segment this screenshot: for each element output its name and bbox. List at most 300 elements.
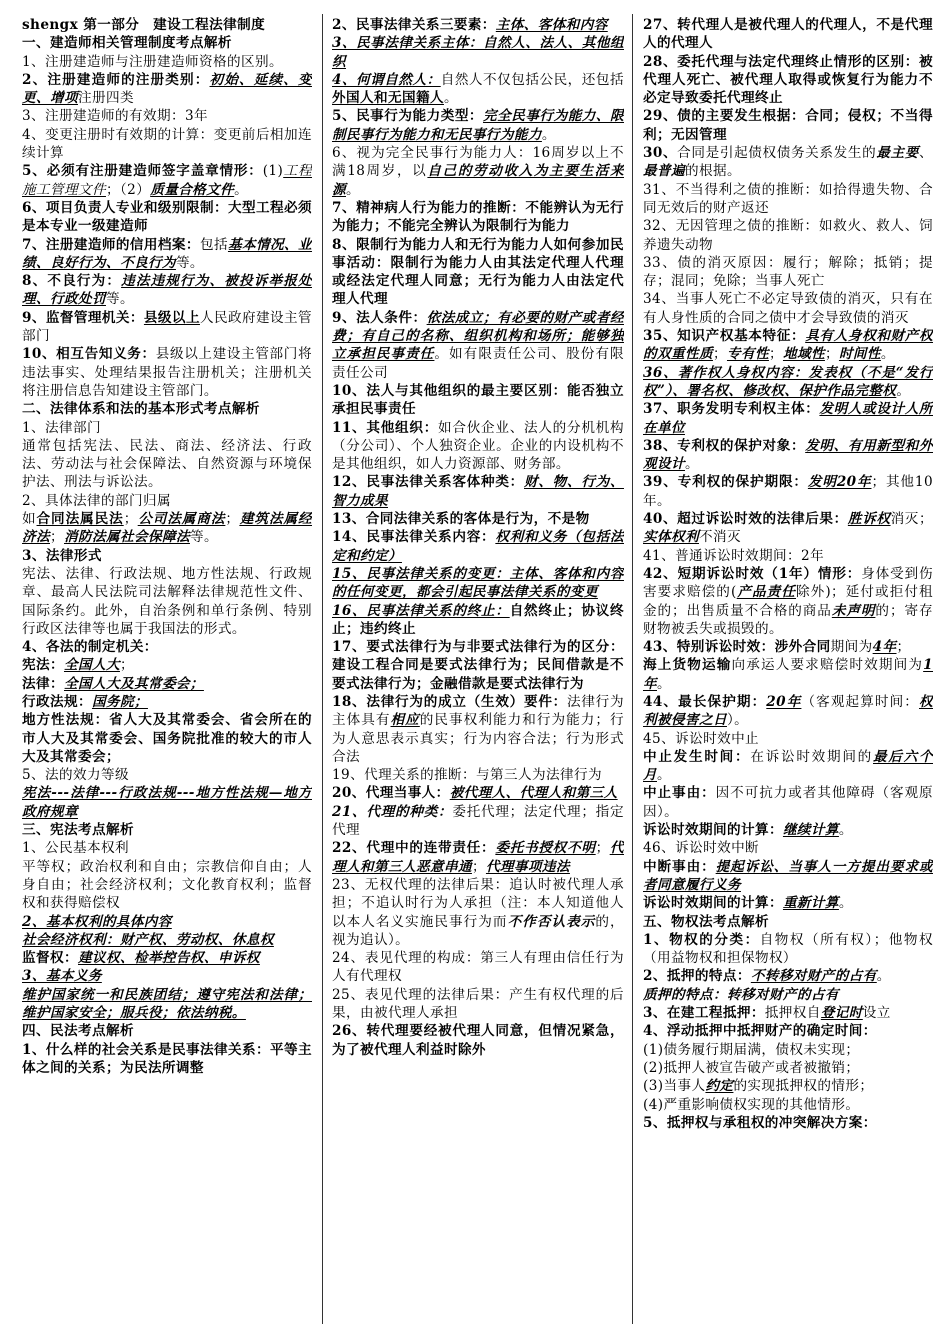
text-run: (1): [262, 163, 284, 180]
text-run: 最主要: [876, 145, 919, 162]
text-run: 委托书授权不明: [495, 840, 596, 857]
text-run: 2、具体法律的部门归属: [22, 492, 171, 509]
text-run: 完全民事行为能力、限制民事行为能力和无民事行为能力: [332, 108, 624, 143]
text-run: 4、浮动抵押中抵押财产的确定时间：: [643, 1023, 877, 1040]
text-run: 基本情况、业绩、良好行为、不良行为: [22, 236, 312, 271]
text-run: 宪法、法律、行政法规、地方性法规、行政规章、最高人民法院司法解释法律规范性文件、国际条约。此外，自治条例和单行条例、特别行政区法律等也属于我国法的形式。: [22, 565, 312, 637]
text-run: 7、注册建造师的信用档案：: [22, 236, 200, 253]
text-run: 继续计算: [782, 822, 839, 839]
text-run: 宪法：: [22, 657, 64, 674]
text-paragraph: [643, 181, 933, 218]
text-paragraph: [332, 638, 624, 693]
text-paragraph: [332, 34, 624, 71]
text-run: 2、抵押的特点：: [643, 968, 751, 985]
text-paragraph: [643, 821, 933, 839]
text-run: 26、转代理要经被代理人同意，但情况紧急，为了被代理人利益时除外: [332, 1023, 624, 1058]
text-run: 提起诉讼、当事人一方提出要求或者同意履行义务: [643, 858, 933, 893]
text-run: 最普遍: [643, 163, 685, 180]
text-run: 建筑法属经济法: [22, 511, 312, 546]
text-run: 监督权：: [22, 950, 78, 967]
text-run: 10、相互告知义务：: [22, 346, 156, 363]
text-run: 。: [896, 382, 911, 399]
text-run: 18、法律行为的成立（生效）要件：: [332, 693, 568, 710]
text-run: 。如有限责任公司、股份有限责任公司: [332, 346, 624, 381]
text-run: 30、: [643, 145, 678, 162]
text-run: 如: [22, 511, 37, 528]
text-run: 3、注册建造师的有效期：3年: [22, 108, 209, 125]
text-paragraph: [22, 967, 312, 985]
text-run: 10、法人与其他组织的最主要区别：能否独立承担民事责任: [332, 382, 624, 418]
text-run: 初始、延续、变更、增项: [22, 71, 312, 107]
text-run: 13、合同法律关系的客体是行为，不是物: [332, 511, 590, 528]
text-run: ；: [595, 840, 610, 857]
text-run: 43、特别诉讼时效：涉外合同: [643, 639, 831, 656]
text-run: 胜诉权: [847, 511, 891, 528]
text-run: 17、要式法律行为与非要式法律行为的区分：建设工程合同是要式法律行为；民间借款是不要式法律行为；金融借款是要式法律行为: [332, 639, 624, 692]
text-run: 等。: [105, 291, 134, 308]
text-paragraph: [332, 16, 624, 34]
text-paragraph: [643, 931, 933, 968]
text-run: 外国人和无国籍人: [332, 90, 444, 107]
text-run: 登记时: [820, 1005, 863, 1022]
text-run: 的实现抵押权的情形；: [733, 1078, 874, 1095]
text-run: 县级以上: [143, 309, 200, 326]
text-run: 全国人大: [63, 657, 120, 674]
text-paragraph: [22, 784, 312, 821]
text-run: 2、民事法律关系三要素：: [332, 17, 496, 33]
text-run: 1年: [643, 657, 933, 692]
text-run: 主体、客体和内容: [495, 17, 608, 33]
text-paragraph: [332, 199, 624, 236]
text-paragraph: [643, 1096, 933, 1114]
text-paragraph: [22, 309, 312, 346]
text-paragraph: [332, 71, 624, 108]
text-paragraph: [22, 437, 312, 492]
text-paragraph: [332, 236, 624, 309]
text-paragraph: [22, 199, 312, 236]
text-paragraph: [22, 913, 312, 931]
text-run: 4年: [872, 639, 897, 656]
text-run: 发明、有用新型和外观设计: [643, 437, 933, 473]
text-paragraph: [643, 839, 933, 857]
text-paragraph: [643, 693, 933, 730]
text-paragraph: [332, 309, 624, 382]
text-run: 的民事权利能力和行为能力；行为人意思表示真实；行为内容合法；行为形式合法: [332, 712, 624, 765]
text-run: 专有性: [726, 346, 769, 363]
text-run: 29、债的主要发生根据：合同；侵权；不当得利；无因管理: [643, 108, 933, 143]
text-run: 在诉讼时效期间的: [750, 748, 873, 765]
text-paragraph: [332, 803, 624, 840]
text-run: 合同法属民法: [36, 511, 124, 528]
text-run: 6、项目负责人专业和级别限制：大型工程必须是本专业一级建造师: [22, 199, 312, 235]
text-run: 。: [443, 90, 458, 107]
text-run: 中止事由：: [643, 785, 716, 802]
text-run: 45、诉讼时效中止: [643, 730, 760, 747]
text-paragraph: [643, 437, 933, 474]
text-paragraph: [643, 254, 933, 291]
text-run: 35、知识产权基本特征：: [643, 328, 806, 345]
text-run: 32、无因管理之债的推断：如救火、救人、饲养遗失动物: [643, 218, 933, 253]
text-paragraph: [643, 858, 933, 895]
text-run: 海上货物运输: [643, 657, 732, 674]
text-run: 法律：: [22, 675, 64, 692]
text-run: 。: [657, 767, 671, 784]
text-run: 3、在建工程抵押：: [643, 1005, 765, 1022]
text-run: 抵押权自: [764, 1005, 821, 1022]
text-paragraph: [22, 565, 312, 638]
text-run: 自然终止；协议终止；违约终止: [332, 602, 624, 637]
text-run: 5、民事行为能力类型：: [332, 108, 484, 125]
text-run: (3)当事人: [643, 1078, 706, 1095]
text-run: 14、民事法律关系内容：: [332, 529, 496, 546]
text-run: 4、变更注册时有效期的计算：变更前后相加连续计算: [22, 126, 312, 162]
text-run: 相应: [390, 712, 420, 729]
text-paragraph: [22, 162, 312, 199]
text-run: 中止发生时间：: [643, 748, 751, 765]
text-run: 20年: [766, 693, 802, 710]
text-run: 消防法属社会保障法: [64, 529, 190, 546]
text-run: 2、基本权利的具体内容: [22, 913, 172, 930]
text-run: 全国人大及其常委会；: [63, 675, 204, 692]
column-middle: [332, 16, 624, 1336]
text-run: 县级以上建设主管部门将违法事实、处理结果报告注册机关；注册机关将注册信息告知建设主管部门。: [22, 346, 312, 399]
text-paragraph: [22, 858, 312, 913]
text-run: 二、法律体系和法的基本形式考点解析: [22, 401, 260, 418]
text-paragraph: [643, 1041, 933, 1059]
text-run: 5、法的效力等级: [22, 767, 130, 784]
text-run: 。: [880, 346, 895, 363]
text-paragraph: [332, 839, 624, 876]
text-run: 7、精神病人行为能力的推断：不能辨认为无行为能力；不能完全辨认为限制行为能力: [332, 199, 624, 235]
text-run: 15、民事法律关系的变更：主体、客体和内容的任何变更，都会引起民事法律关系的变更: [332, 565, 624, 601]
text-run: shengx 第一部分 建设工程法律制度: [22, 17, 266, 33]
text-paragraph: [332, 949, 624, 986]
text-run: 24、表见代理的构成：第三人有理由信任行为人有代理权: [332, 950, 624, 985]
text-paragraph: [332, 876, 624, 949]
text-run: 自物权（所有权）；他物权（用益物权和担保物权）: [643, 931, 933, 967]
text-run: 社会经济权利：财产权、劳动权、休息权: [22, 931, 274, 948]
text-run: 1、物权的分类：: [643, 931, 760, 948]
text-paragraph: [643, 656, 933, 693]
text-paragraph: [643, 510, 933, 547]
text-run: 。: [234, 181, 249, 198]
text-paragraph: [332, 986, 624, 1023]
text-paragraph: [643, 913, 933, 931]
text-paragraph: [643, 53, 933, 108]
text-paragraph: [22, 547, 312, 565]
text-paragraph: [643, 1022, 933, 1040]
text-paragraph: [22, 34, 312, 52]
text-run: 5、必须有注册建造师签字盖章情形：: [22, 163, 263, 180]
text-paragraph: [22, 931, 312, 949]
text-run: 33、债的消灭原因：履行；解除；抵销；提存；混同；免除；当事人死亡: [643, 254, 933, 290]
text-run: 。: [346, 181, 360, 198]
text-paragraph: [22, 1041, 312, 1078]
text-run: 的，视为追认）。: [332, 913, 624, 948]
text-run: 的根据。: [684, 163, 741, 180]
text-run: 国务院；: [91, 693, 148, 710]
text-paragraph: [643, 327, 933, 364]
text-paragraph: [22, 419, 312, 437]
text-run: 自己的劳动收入为主要生活来源: [332, 163, 624, 198]
text-run: 包括: [199, 236, 228, 253]
text-run: 46、诉讼时效中断: [643, 840, 760, 857]
text-run: 等。: [189, 529, 218, 546]
text-run: ；（2）: [105, 181, 151, 198]
text-paragraph: [332, 510, 624, 528]
text-run: 产品责任: [736, 584, 797, 601]
text-run: 。: [657, 675, 671, 692]
text-run: 1、什么样的社会关系是民事法律关系：平等主体之间的关系；为民法所调整: [22, 1041, 312, 1076]
text-run: 22、代理中的连带责任：: [332, 840, 496, 857]
text-run: 不消灭: [698, 529, 741, 546]
text-run: 。: [876, 968, 891, 985]
text-run: 。: [684, 456, 699, 473]
text-run: (2)抵押人被宣告破产或者被撤销；: [643, 1059, 860, 1076]
text-run: 最后六个月: [643, 748, 933, 784]
text-paragraph: [643, 565, 933, 638]
text-run: ；: [824, 346, 839, 363]
text-run: ；: [712, 346, 727, 363]
text-paragraph: [332, 766, 624, 784]
text-run: 权利被侵害之日: [643, 693, 933, 729]
text-run: ；: [123, 511, 138, 528]
text-paragraph: [332, 1022, 624, 1059]
text-paragraph: [643, 1004, 933, 1022]
text-run: 3、基本义务: [22, 968, 102, 985]
column-left: [22, 16, 312, 1336]
text-run: 。: [838, 895, 853, 912]
text-run: 违法违规行为、被投诉举报处理、行政处罚: [22, 273, 312, 308]
text-run: 人民政府建设主管部门: [22, 309, 312, 345]
text-run: 建议权、检举控告权、申诉权: [77, 950, 260, 967]
text-paragraph: [643, 986, 933, 1004]
text-run: 42、短期诉讼时效（1年）情形：: [643, 565, 862, 582]
text-run: 质押的特点：转移对财产的占有: [643, 986, 839, 1003]
text-run: 39、专利权的保护期限：: [643, 474, 808, 491]
text-run: 四、民法考点解析: [22, 1023, 134, 1040]
text-paragraph: [332, 602, 624, 639]
text-run: 31、不当得利之债的推断：如拾得遗失物、合同无效后的财产返还: [643, 181, 933, 216]
text-run: 代理事项违法: [485, 858, 570, 875]
text-run: 41、普通诉讼时效期间：2年: [643, 547, 825, 564]
text-paragraph: [643, 1059, 933, 1077]
text-run: 依法成立；有必要的财产或者经费；有自己的名称、组织机构和场所；能够独立承担民事责任: [332, 309, 624, 363]
text-run: 工程施工管理文件: [22, 163, 312, 198]
text-paragraph: [643, 730, 933, 748]
text-run: 2、注册建造师的注册类别：: [22, 71, 210, 88]
text-run: ；: [50, 529, 64, 546]
text-run: ；: [225, 511, 240, 528]
text-paragraph: [643, 894, 933, 912]
text-paragraph: [22, 711, 312, 766]
text-paragraph: [22, 510, 312, 547]
text-run: 五、物权法考点解析: [643, 913, 769, 930]
text-run: 财、物、行为、智力成果: [332, 474, 624, 509]
text-run: 44、最长保护期：: [643, 693, 767, 710]
text-paragraph: [643, 473, 933, 510]
text-paragraph: [643, 290, 933, 327]
text-paragraph: [22, 693, 312, 711]
text-paragraph: [332, 565, 624, 602]
text-paragraph: [22, 492, 312, 510]
text-run: 16、民事法律关系的终止：: [332, 602, 510, 619]
text-paragraph: [643, 364, 933, 401]
text-run: 5、抵押权与承租权的冲突解决方案：: [643, 1114, 877, 1131]
text-run: 28、委托代理与法定代理终止情形的区别：被代理人死亡、被代理人取得或恢复行为能力不必定导致委托代理终止: [643, 53, 933, 107]
text-run: (4)严重影响债权实现的其他情形。: [643, 1096, 860, 1113]
text-run: 21、代理的种类：: [332, 803, 453, 820]
text-run: 。: [838, 822, 853, 839]
text-paragraph: [22, 126, 312, 163]
text-run: 权利和义务（包括法定和约定）: [332, 529, 624, 564]
text-run: 宪法---法律---行政法规---地方性法规—地方政府规章: [22, 785, 312, 820]
text-run: ；: [119, 657, 134, 674]
text-paragraph: [22, 107, 312, 125]
text-run: 1、公民基本权利: [22, 840, 130, 857]
text-run: 3、法律形式: [22, 547, 102, 564]
text-paragraph: [22, 53, 312, 71]
text-run: 委托代理；法定代理；指定代理: [332, 803, 624, 839]
text-paragraph: [332, 528, 624, 565]
text-paragraph: [332, 382, 624, 419]
text-paragraph: [643, 400, 933, 437]
text-run: 1、注册建造师与注册建造师资格的区别。: [22, 53, 283, 70]
text-run: 36、著作权人身权内容：发表权（不是“发行权”）、署名权、修改权、保护作品完整权: [643, 364, 933, 399]
text-run: 向承运人要求赔偿时效期间为: [731, 657, 924, 674]
text-run: 27、转代理人是被代理人的代理人，不是代理人的代理人: [643, 17, 933, 52]
text-run: 诉讼时效期间的计算：: [643, 822, 783, 839]
text-run: 中断事由：: [643, 858, 716, 875]
text-run: 法律行为主体具有: [332, 693, 624, 729]
text-paragraph: [643, 638, 933, 656]
text-run: 、: [918, 145, 933, 162]
column-divider: [632, 14, 633, 1324]
text-run: 设立: [862, 1005, 891, 1022]
text-run: 23、无权代理的法律后果：追认时被代理人承担；不追认时行为人承担（注：本人知道他人以本人名义实施民事行为而: [332, 876, 624, 930]
text-run: 因不可抗力或者其他障碍（客观原因）。: [643, 785, 933, 820]
text-run: 身体受到伤害要求赔偿的(: [643, 565, 933, 601]
text-paragraph: [643, 967, 933, 985]
text-paragraph: [22, 16, 312, 34]
text-run: 3、民事法律关系主体：自然人、法人、其他组织: [332, 35, 624, 70]
text-paragraph: [22, 638, 312, 656]
text-paragraph: [22, 839, 312, 857]
text-run: 20、代理当事人：: [332, 785, 450, 802]
text-paragraph: [332, 144, 624, 199]
text-paragraph: [22, 656, 312, 674]
text-paragraph: [22, 821, 312, 839]
text-run: 40、超过诉讼时效的法律后果：: [643, 511, 848, 528]
text-run: 不转移对财产的占有: [750, 968, 877, 985]
text-run: ；: [471, 858, 486, 875]
text-run: 平等权；政治权利和自由；宗教信仰自由；人身自由；社会经济权利；文化教育权利；监督权和获得赔偿权: [22, 858, 312, 912]
text-run: 37、职务发明专利权主体：: [643, 401, 820, 418]
text-run: 实体权利: [643, 529, 699, 546]
text-run: 发明人或设计人所在单位: [643, 401, 933, 436]
text-run: 如合伙企业、法人的分机机构（分公司）、个人独资企业。企业的内设机构不是其他组织，如人力资源部、财务部。: [332, 419, 624, 473]
text-run: 重新计算: [782, 895, 839, 912]
text-run: 11、其他组织：: [332, 419, 439, 436]
text-paragraph: [643, 784, 933, 821]
text-run: 25、表见代理的法律后果：产生有权代理的后果，由被代理人承担: [332, 986, 624, 1022]
text-run: 12、民事法律关系客体种类：: [332, 474, 525, 491]
text-run: 消灭；: [890, 511, 933, 528]
text-run: 4、何谓自然人：: [332, 71, 441, 88]
text-run: ；: [896, 639, 911, 656]
text-run: 期间为: [830, 639, 873, 656]
text-paragraph: [22, 272, 312, 309]
text-run: (1)债务履行期届满，债权未实现；: [643, 1041, 860, 1058]
text-run: 。: [541, 126, 556, 143]
text-run: 一、建造师相关管理制度考点解析: [22, 35, 232, 52]
text-run: 未声明: [831, 602, 876, 619]
text-run: 地方性法规：省人大及其常委会、省会所在的市人大及其常委会、国务院批准的较大的市人大及其常委会；: [22, 712, 312, 765]
text-run: 发明20年: [807, 474, 872, 491]
column-divider: [322, 14, 323, 1324]
text-paragraph: [22, 986, 312, 1023]
text-run: 行政法规：: [22, 693, 92, 710]
text-run: 自然人不仅包括公民，还包括: [440, 71, 624, 88]
text-run: 9、法人条件：: [332, 309, 427, 326]
text-paragraph: [22, 400, 312, 418]
text-run: 代理人和第三人恶意串通: [332, 840, 624, 875]
text-paragraph: [643, 217, 933, 254]
text-paragraph: [643, 144, 933, 181]
text-paragraph: [22, 949, 312, 967]
text-run: 时间性: [838, 346, 881, 363]
text-run: 9、监督管理机关：: [22, 309, 144, 326]
text-run: 等。: [175, 254, 204, 271]
text-run: ；: [768, 346, 783, 363]
text-run: 约定: [705, 1078, 734, 1095]
text-paragraph: [643, 1114, 933, 1132]
text-run: 1、法律部门: [22, 419, 102, 436]
text-paragraph: [332, 693, 624, 766]
text-paragraph: [643, 1077, 933, 1095]
text-run: 地域性: [782, 346, 825, 363]
text-run: 注册四类: [77, 90, 134, 107]
text-paragraph: [643, 16, 933, 53]
text-run: 通常包括宪法、民法、商法、经济法、行政法、劳动法与社会保障法、自然资源与环境保护法、刑法与诉讼法。: [22, 437, 312, 491]
text-paragraph: [22, 675, 312, 693]
text-paragraph: [22, 766, 312, 784]
text-run: 不作否认表示: [507, 913, 596, 930]
text-run: （客观起算时间：: [801, 693, 919, 710]
text-paragraph: [643, 748, 933, 785]
text-run: 公司法属商法: [137, 511, 226, 528]
text-run: 8、限制行为能力人和无行为能力人如何参加民事活动：限制行为能力人由其法定代理人代理或经法定代理人同意；无行为能力人由法定代理人代理: [332, 236, 624, 308]
text-paragraph: [22, 71, 312, 108]
text-paragraph: [22, 236, 312, 273]
text-run: 38、专利权的保护对象：: [643, 437, 806, 454]
text-run: 被代理人、代理人和第三人: [449, 785, 618, 802]
text-run: ）。: [726, 712, 749, 729]
text-run: 的；寄存财物被丢失或损毁的。: [643, 602, 933, 637]
text-run: 三、宪法考点解析: [22, 822, 134, 839]
text-run: 8、不良行为：: [22, 273, 122, 290]
text-paragraph: [643, 107, 933, 144]
text-run: 4、各法的制定机关：: [22, 639, 158, 656]
text-paragraph: [332, 473, 624, 510]
text-paragraph: [332, 419, 624, 474]
text-run: 诉讼时效期间的计算：: [643, 895, 783, 912]
column-right: [643, 16, 933, 1336]
text-run: 具有人身权和财产权的双重性质: [643, 328, 933, 363]
text-run: 除外)；延付或拒付租金的；出售质量不合格的商品: [643, 584, 933, 619]
text-run: ；其他10年。: [643, 474, 933, 509]
text-run: 维护国家统一和民族团结；遵守宪法和法律；维护国家安全；服兵役；依法纳税。: [22, 986, 312, 1022]
